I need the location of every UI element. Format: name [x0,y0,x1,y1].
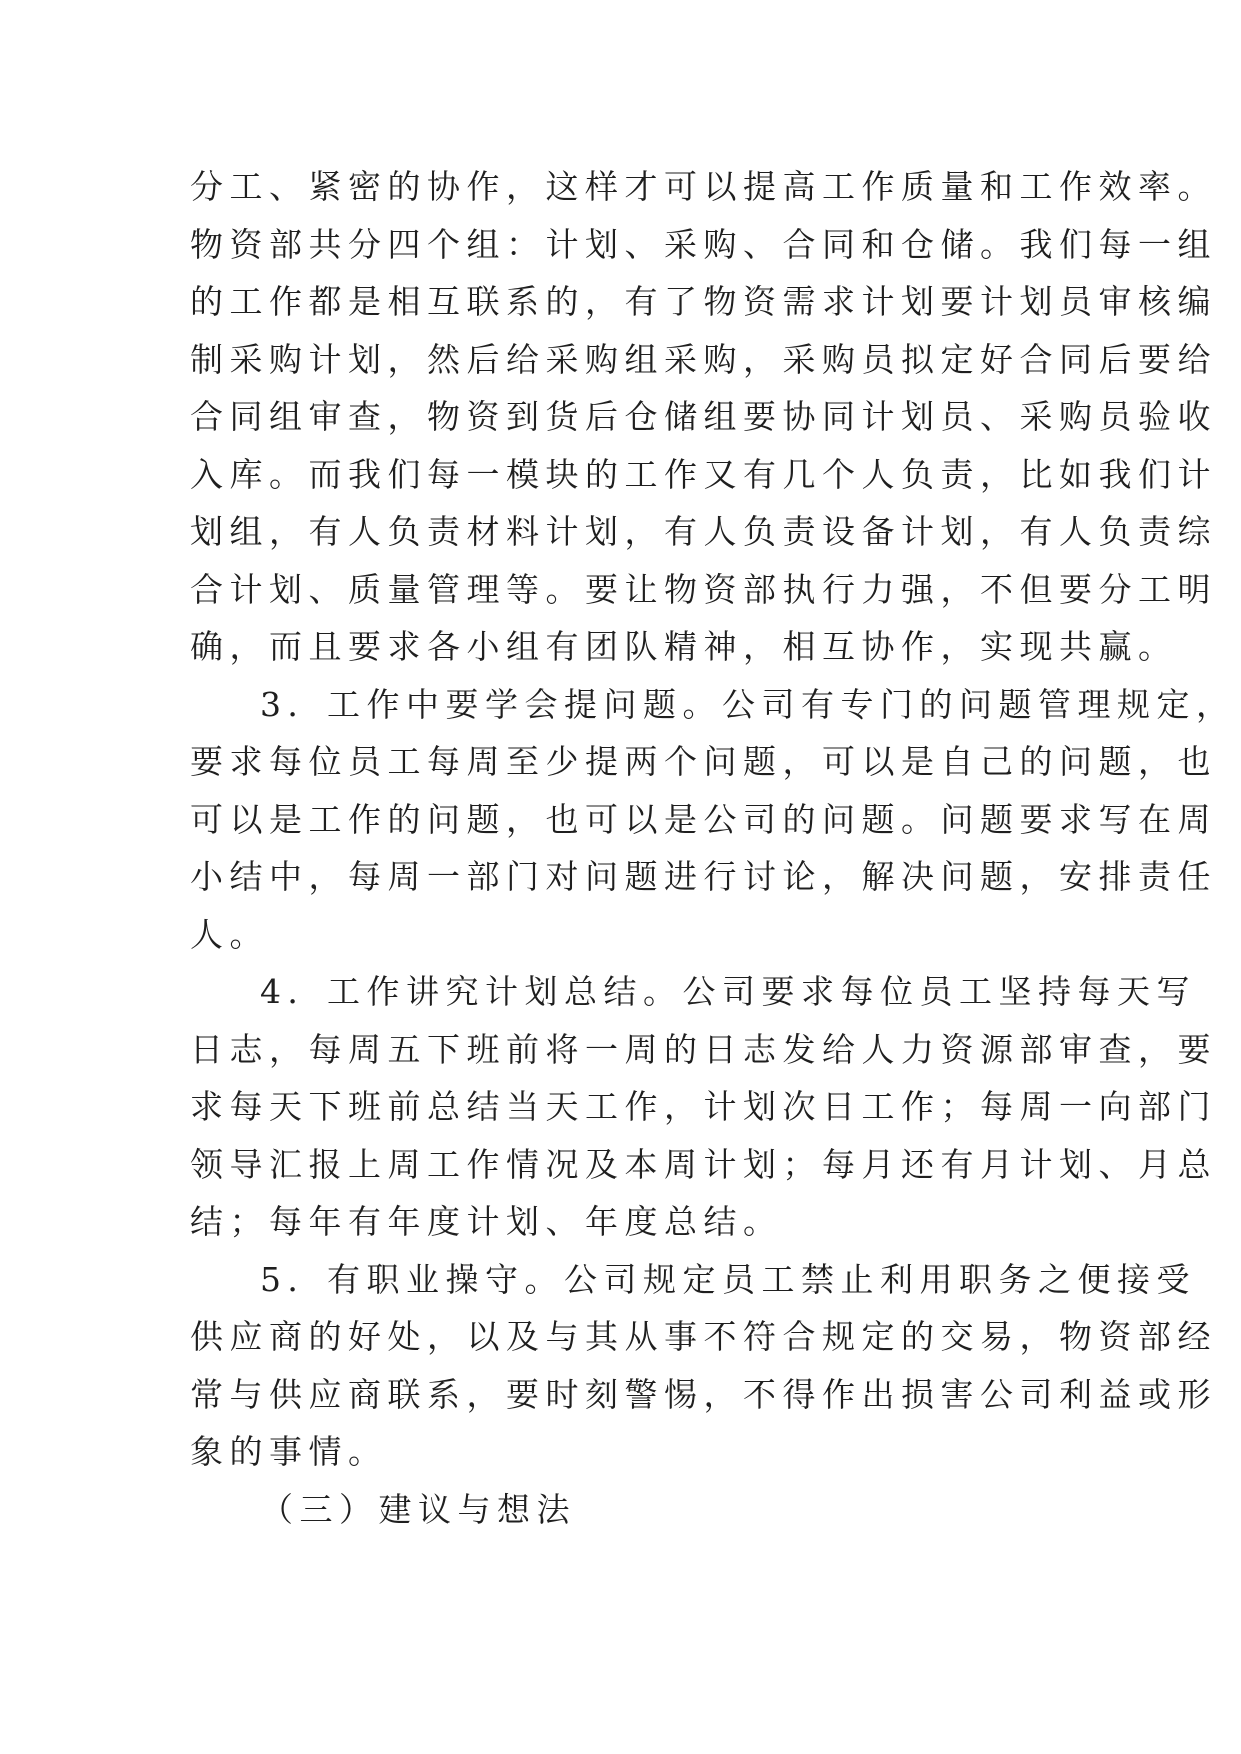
text-line-16: 日志，每周五下班前将一周的日志发给人力资源部审查，要 [190,1029,1217,1069]
paragraph-3-start: 3．工作中要学会提问题。公司有专门的问题管理规定， [260,684,1236,724]
text-line-18: 领导汇报上周工作情况及本周计划；每月还有月计划、月总 [190,1144,1217,1184]
text-line-23: 象的事情。 [190,1432,388,1471]
text-line-13: 小结中，每周一部门对问题进行讨论，解决问题，安排责任 [190,857,1217,896]
text-line-19: 结；每年有年度计划、年度总结。 [190,1202,783,1241]
text-line-6: 入库。而我们每一模块的工作又有几个人负责，比如我们计 [190,454,1217,494]
text-line-22: 常与供应商联系，要时刻警惕，不得作出损害公司利益或形 [190,1374,1217,1414]
text-line-1: 分工、紧密的协作，这样才可以提高工作质量和工作效率。 [190,167,1217,206]
text-line-5: 合同组审查，物资到货后仓储组要协同计划员、采购员验收 [190,397,1217,436]
text-line-2: 物资部共分四个组：计划、采购、合同和仓储。我们每一组 [190,224,1217,264]
text-line-8: 合计划、质量管理等。要让物资部执行力强，不但要分工明 [190,569,1217,609]
text-line-11: 要求每位员工每周至少提两个问题，可以是自己的问题，也 [190,742,1217,781]
text-line-3: 的工作都是相互联系的，有了物资需求计划要计划员审核编 [190,282,1217,321]
paragraph-5-start: 5．有职业操守。公司规定员工禁止利用职务之便接受 [260,1259,1196,1299]
paragraph-4-start: 4．工作讲究计划总结。公司要求每位员工坚持每天写 [260,972,1196,1011]
section-heading: （三）建议与想法 [260,1489,576,1529]
text-line-17: 求每天下班前总结当天工作，计划次日工作；每周一向部门 [190,1087,1217,1126]
text-line-21: 供应商的好处，以及与其从事不符合规定的交易，物资部经 [190,1317,1217,1356]
text-line-7: 划组，有人负责材料计划，有人负责设备计划，有人负责综 [190,512,1217,551]
text-line-12: 可以是工作的问题，也可以是公司的问题。问题要求写在周 [190,799,1217,839]
text-line-9: 确，而且要求各小组有团队精神，相互协作，实现共赢。 [190,627,1178,666]
document-body [190,158,1236,1538]
text-line-14: 人。 [190,914,269,954]
text-line-4: 制采购计划，然后给采购组采购，采购员拟定好合同后要给 [190,339,1217,379]
